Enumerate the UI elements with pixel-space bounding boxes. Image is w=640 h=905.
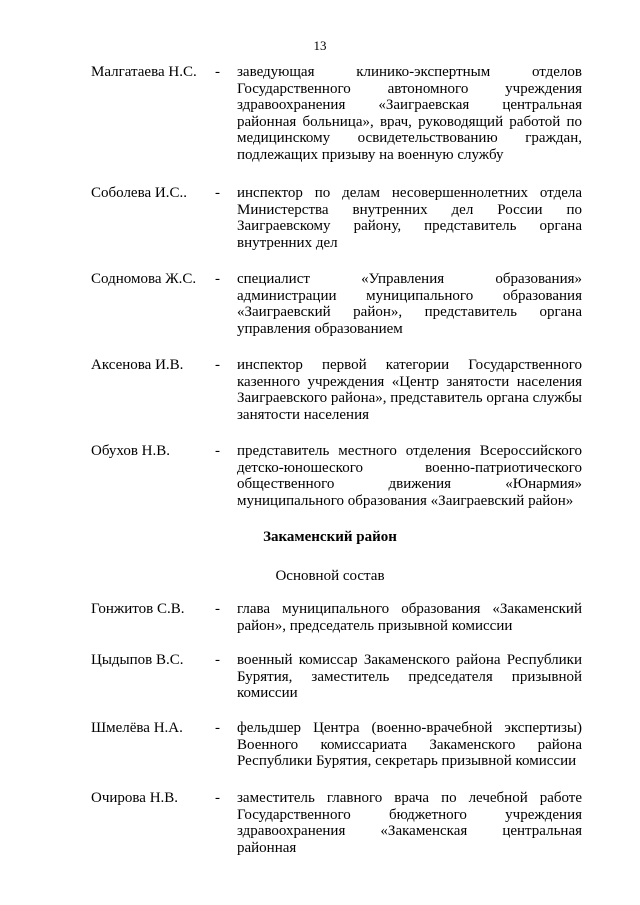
dash-separator: - xyxy=(215,64,220,80)
member-name: Очирова Н.В. xyxy=(91,790,179,806)
dash-separator: - xyxy=(215,443,220,459)
member-name: Аксенова И.В. xyxy=(91,357,184,373)
dash-separator: - xyxy=(215,652,220,668)
member-name: Шмелёва Н.А. xyxy=(91,720,183,736)
member-name: Обухов Н.В. xyxy=(91,443,170,459)
member-description: глава муниципального образования «Закаменский район», председатель призывной комиссии xyxy=(237,601,582,634)
dash-separator: - xyxy=(215,357,220,373)
member-name: Цыдыпов В.С. xyxy=(91,652,184,668)
member-name: Гонжитов С.В. xyxy=(91,601,185,617)
dash-separator: - xyxy=(215,720,220,736)
member-description: инспектор по делам несовершеннолетних отдела Министерства внутренних дел России по Заиграевскому району, представитель органа внутренних дел xyxy=(237,185,582,251)
member-description: инспектор первой категории Государственного казенного учреждения «Центр занятости населения Заиграевского района», представитель органа службы занятости населения xyxy=(237,357,582,423)
dash-separator: - xyxy=(215,790,220,806)
page-number: 13 xyxy=(313,38,327,53)
member-name: Малгатаева Н.С. xyxy=(91,64,197,80)
member-name: Соболева И.С.. xyxy=(91,185,187,201)
member-description: представитель местного отделения Всероссийского детско-юношеского военно-патриотического общественного движения «Юнармия» муниципального образования «Заиграевский район» xyxy=(237,443,582,509)
member-description: военный комиссар Закаменского района Республики Бурятия, заместитель председателя призывной комиссии xyxy=(237,652,582,701)
dash-separator: - xyxy=(215,271,220,287)
dash-separator: - xyxy=(215,601,220,617)
member-description: заведующая клинико-экспертным отделов Государственного автономного учреждения здравоохранения «Заиграевская центральная районная больница», врач, руководящий работой по медицинскому освидетельствованию граждан, подлежащих призыву на военную службу xyxy=(237,64,582,163)
member-description: заместитель главного врача по лечебной работе Государственного бюджетного учреждения здравоохранения «Закаменская центральная районная xyxy=(237,790,582,856)
member-description: специалист «Управления образования» администрации муниципального образования «Заиграевский район», представитель органа управления образованием xyxy=(237,271,582,337)
member-description: фельдшер Центра (военно-врачебной экспертизы) Военного комиссариата Закаменского района Республики Бурятия, секретарь призывной комиссии xyxy=(237,720,582,769)
section-title: Закаменский район xyxy=(263,529,397,545)
member-name: Содномова Ж.С. xyxy=(91,271,197,287)
subsection-title: Основной состав xyxy=(275,568,385,584)
dash-separator: - xyxy=(215,185,220,201)
